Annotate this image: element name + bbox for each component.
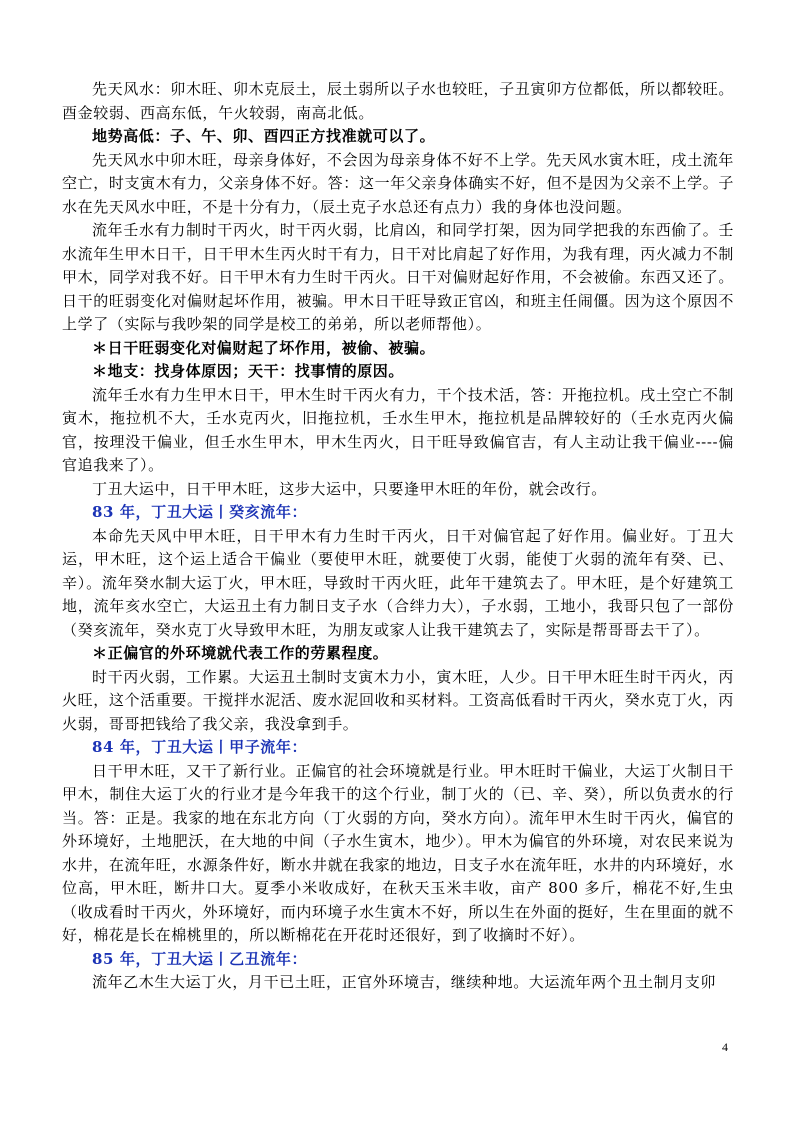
bold-heading: 地势高低：子、午、卯、酉四正方找准就可以了。: [92, 127, 436, 145]
page-content: [62, 78, 734, 995]
bold-note: ＊地支：找身体原因；天干：找事情的原因。: [92, 362, 405, 380]
paragraph: 时干丙火弱，工作累。大运丑土制时支寅木力小，寅木旺，人少。日干甲木旺生时干丙火，丙火旺，这个活重要。干搅拌水泥活、废水泥回收和买材料。工资高低看时干丙火，癸水克丁火，丙火弱，哥哥把钱给了我父亲，我没拿到手。: [62, 667, 734, 733]
paragraph: 先天风水中卯木旺，母亲身体好，不会因为母亲身体不好不上学。先天风水寅木旺，戌土流年空亡，时支寅木有力，父亲身体不好。答：这一年父亲身体确实不好，但不是因为父亲不上学。子水在先天风水中旺，不是十分有力，（辰土克子水总还有点力）我的身体也没问题。: [62, 150, 734, 216]
section-heading-85: 85 年，丁丑大运丨乙丑流年：: [92, 949, 308, 968]
page-number: 4: [722, 1040, 728, 1054]
paragraph: 流年壬水有力制时干丙火，时干丙火弱，比肩凶，和同学打架，因为同学把我的东西偷了。壬水流年生甲木日干，日干甲木生丙火时干有力，日干对比肩起了好作用，为我有理，丙火减力不制甲木，同学对我不好。日干甲木有力生时干丙火。日干对偏财起好作用，不会被偷。东西又还了。日干的旺弱变化对偏财起坏作用，被骗。甲木日干旺导致正官凶，和班主任闹僵。因为这个原因不上学了（实际与我吵架的同学是校工的弟弟，所以老师帮他）。: [62, 221, 734, 333]
paragraph: 流年壬水有力生甲木日干，甲木生时干丙火有力，干个技术活，答：开拖拉机。戌土空亡不制寅木，拖拉机不大，壬水克丙火，旧拖拉机，壬水生甲木，拖拉机是品牌较好的（壬水克丙火偏官，按理没干偏业，但壬水生甲木，甲木生丙火，日干旺导致偏官吉，有人主动让我干偏业----偏官追我来了）。: [62, 385, 734, 474]
bold-note: ＊正偏官的外环境就代表工作的劳累程度。: [92, 644, 389, 662]
section-heading-83: 83 年，丁丑大运丨癸亥流年：: [92, 503, 308, 521]
paragraph: 先天风水：卯木旺、卯木克辰土，辰土弱所以子水也较旺，子丑寅卯方位都低，所以都较旺。酉金较弱、西高东低，午火较弱，南高北低。: [62, 80, 734, 122]
paragraph: 日干甲木旺，又干了新行业。正偏官的社会环境就是行业。甲木旺时干偏业，大运丁火制日干甲木，制住大运丁火的行业才是今年我干的这个行业，制丁火的（已、辛、癸），所以负责水的行当。答：正是。我家的地在东北方向（丁火弱的方向，癸水方向）。流年甲木生时干丙火，偏官的外环境好，土地肥沃，在大地的中间（子水生寅木，地少）。甲木为偏官的外环境，对农民来说为水井，在流年旺，水源条件好，断水井就在我家的地边，日支子水在流年旺，水井的内环境好，水位高，甲木旺，断井口大。夏季小米收成好，在秋天玉米丰收，亩产 800 多斤，棉花不好,生虫（收成看时干丙火，外环境好，而内环境子水生寅木不好，所以生在外面的挺好，生在里面的就不好，棉花是长在棉桃里的，所以断棉花在开花时还很好，到了收摘时不好）。: [62, 761, 734, 944]
paragraph: 流年乙木生大运丁火，月干已土旺，正官外环境吉，继续种地。大运流年两个丑土制月支卯: [92, 973, 717, 991]
paragraph: 本命先天风中甲木旺，日干甲木有力生时干丙火，日干对偏官起了好作用。偏业好。丁丑大运，甲木旺，这个运上适合干偏业（要使甲木旺，就要使丁火弱，能使丁火弱的流年有癸、已、辛）。流年癸水制大运丁火，甲木旺，导致时干丙火旺，此年干建筑去了。甲木旺，是个好建筑工地，流年亥水空亡，大运丑土有力制日支子水（合绊力大），子水弱，工地小，我哥只包了一部份（癸亥流年，癸水克丁火导致甲木旺，为朋友或家人让我干建筑去了，实际是帮哥哥去干了）。: [62, 526, 734, 639]
paragraph: 丁丑大运中，日干甲木旺，这步大运中，只要逢甲木旺的年份，就会改行。: [92, 479, 607, 498]
bold-note: ＊日干旺弱变化对偏财起了坏作用，被偷、被骗。: [92, 338, 436, 357]
section-heading-84: 84 年，丁丑大运丨甲子流年：: [92, 738, 308, 756]
